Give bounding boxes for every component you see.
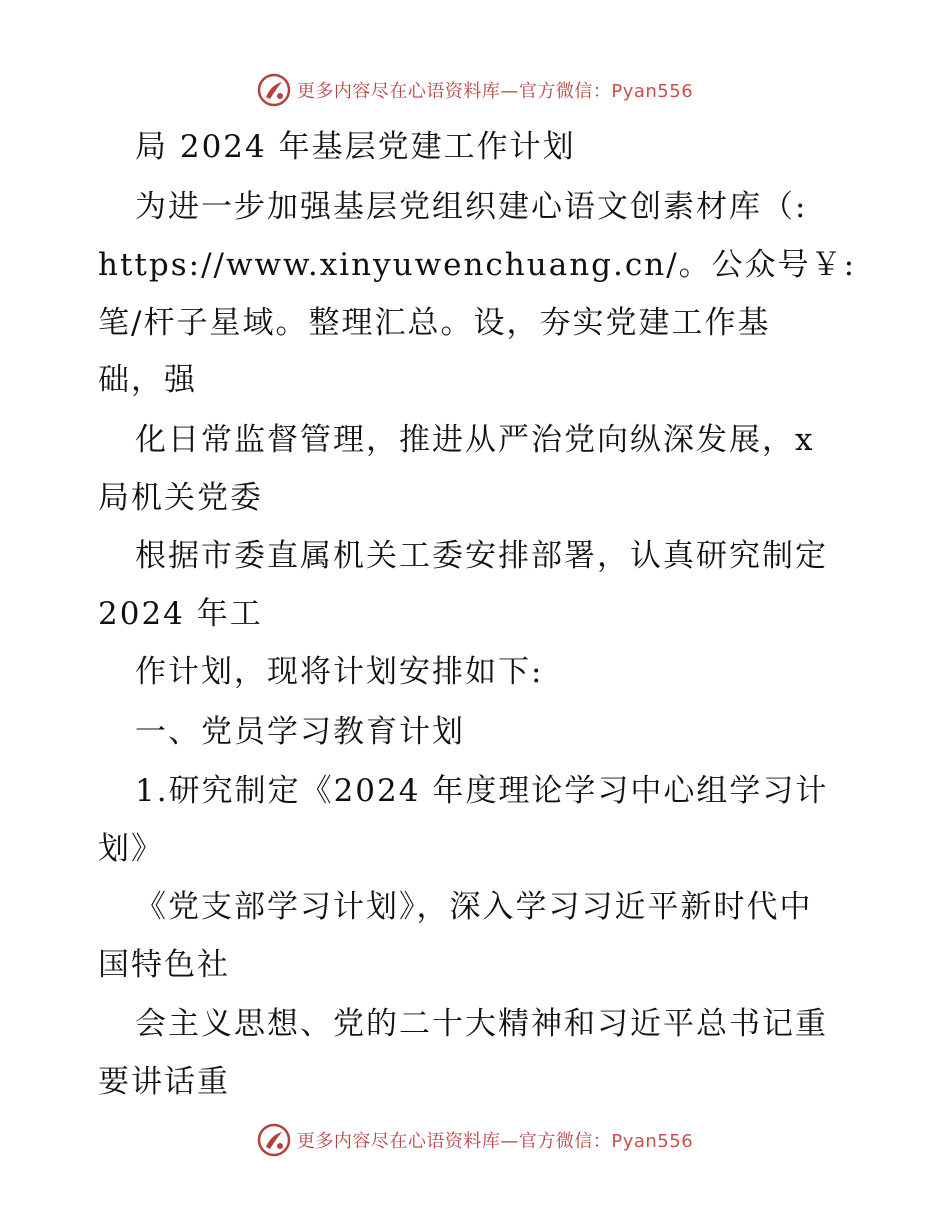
watermark-text: 更多内容尽在心语资料库—官方微信：Pyan556 bbox=[296, 81, 694, 102]
paragraph-line: 《党支部学习计划》，深入学习习近平新时代中 bbox=[135, 889, 813, 925]
paragraph-line: 国特色社 bbox=[98, 947, 230, 983]
paragraph-line: 局机关党委 bbox=[98, 480, 263, 516]
paragraph-line: 础，强 bbox=[98, 362, 197, 398]
watermark-text: 更多内容尽在心语资料库—官方微信：Pyan556 bbox=[296, 1131, 694, 1152]
footer-watermark-banner bbox=[0, 1120, 950, 1160]
paragraph-line: 要讲话重 bbox=[98, 1064, 230, 1100]
brush-logo-icon bbox=[257, 1123, 291, 1157]
paragraph-line: 为进一步加强基层党组织建心语文创素材库（: bbox=[135, 189, 808, 225]
paragraph-line: https://www.xinyuwenchuang.cn/。公众号￥: bbox=[98, 247, 857, 283]
paragraph-line: 作计划，现将计划安排如下: bbox=[135, 654, 544, 690]
paragraph-line: 会主义思想、党的二十大精神和习近平总书记重 bbox=[135, 1006, 828, 1042]
paragraph-line: 1.研究制定《2024 年度理论学习中心组学习计 bbox=[135, 773, 829, 809]
paragraph-line: 笔/杆子星域。整理汇总。设，夯实党建工作基 bbox=[98, 305, 771, 341]
watermark-id: Pyan556 bbox=[611, 1131, 694, 1152]
paragraph-line: 化日常监督管理，推进从严治党向纵深发展，x bbox=[135, 422, 815, 458]
watermark-id: Pyan556 bbox=[611, 81, 694, 102]
paragraph-line: 2024 年工 bbox=[98, 596, 263, 632]
paragraph-line: 划》 bbox=[98, 831, 164, 867]
document-title: 局 2024 年基层党建工作计划 bbox=[135, 129, 576, 165]
paragraph-line: 根据市委直属机关工委安排部署，认真研究制定 bbox=[135, 538, 828, 574]
section-heading: 一、党员学习教育计划 bbox=[135, 714, 465, 750]
